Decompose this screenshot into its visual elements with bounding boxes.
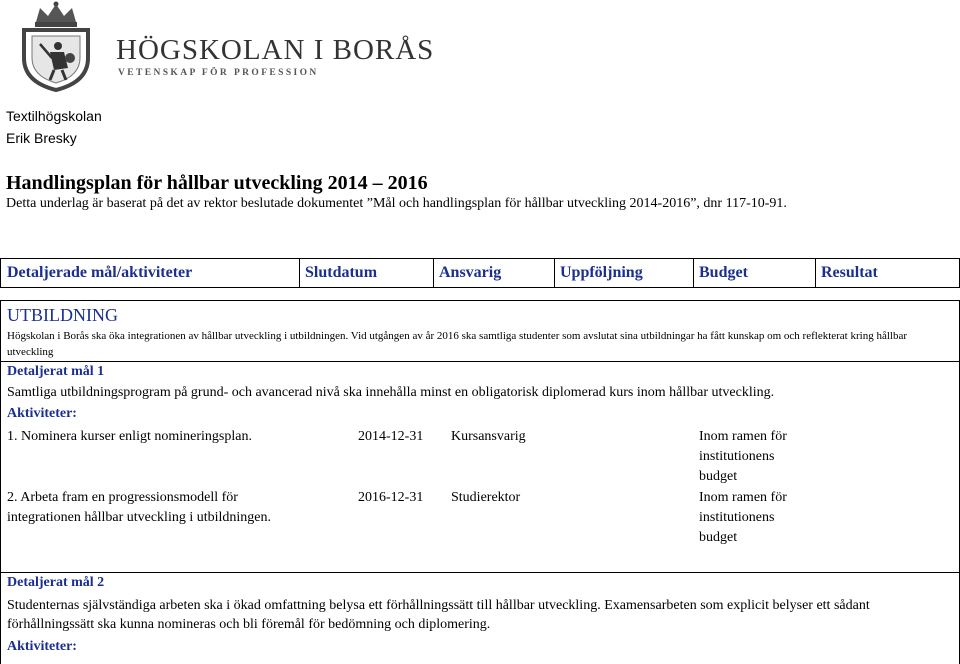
department-name: Textilhögskolan (6, 108, 102, 124)
university-logo (6, 0, 435, 92)
activity-2-budget: Inom ramen för institutionens budget (699, 490, 787, 545)
activity-1-date: 2014-12-31 (358, 429, 424, 444)
col-header-budget: Budget (699, 264, 748, 281)
author-name: Erik Bresky (6, 130, 77, 146)
activity-2-responsible: Studierektor (451, 490, 521, 505)
col-divider (693, 259, 694, 287)
col-header-follow-up: Uppföljning (560, 264, 643, 281)
col-header-end-date: Slutdatum (305, 264, 378, 281)
logo-tagline: VETENSKAP FÖR PROFESSION (118, 68, 319, 78)
row-divider (1, 361, 959, 362)
goal-1-label: Detaljerat mål 1 (7, 364, 105, 379)
col-header-responsible: Ansvarig (439, 264, 502, 281)
activity-2-text: 2. Arbeta fram en progressionsmodell för integrationen hållbar utveckling i utbildningen. (7, 490, 271, 525)
activity-2-date: 2016-12-31 (358, 490, 424, 505)
section-goal: Högskolan i Borås ska öka integrationen av hållbar utveckling i utbildningen. Vid utgången av år 2016 ska samtliga studenter som avslutat sina utbildningar ha fått kunskap om och reflekterat kring hållbar utveckling (7, 330, 908, 358)
activity-1-responsible: Kursansvarig (451, 429, 526, 444)
col-divider (299, 259, 300, 287)
goal-2-label: Detaljerat mål 2 (7, 575, 105, 590)
col-header-result: Resultat (821, 264, 878, 281)
logo-name: HÖGSKOLAN I BORÅS (116, 34, 435, 66)
section-title: UTBILDNING (7, 305, 118, 325)
col-header-goals: Detaljerade mål/aktiviteter (7, 264, 193, 281)
goal-1-activities-label: Aktiviteter: (7, 406, 77, 421)
crown-shield-emblem-icon (6, 0, 106, 92)
document-intro: Detta underlag är baserat på det av rektor beslutade dokumentet ”Mål och handlingsplan för hållbar utveckling 2014-2016”, dnr 117-10-91. (6, 196, 787, 211)
goal-2-activities-label: Aktiviteter: (7, 639, 77, 654)
activity-1-text: 1. Nominera kurser enligt nomineringsplan. (7, 429, 252, 444)
row-divider (1, 572, 959, 573)
document-title: Handlingsplan för hållbar utveckling 2014 – 2016 (6, 172, 428, 194)
activity-1-budget: Inom ramen för institutionens budget (699, 429, 787, 484)
goal-2-text: Studenternas självständiga arbeten ska i ökad omfattning belysa ett förhållningssätt till hållbar utveckling. Examensarbeten som explicit belyser ett sådant förhållningssätt ska kunna nomineras och bli föremål för bedömning och diplomering. (7, 598, 870, 632)
col-divider (554, 259, 555, 287)
goal-1-text: Samtliga utbildningsprogram på grund- och avancerad nivå ska innehålla minst en obligatorisk diplomerad kurs inom hållbar utveckling. (7, 385, 775, 400)
education-section (0, 300, 960, 664)
col-divider (433, 259, 434, 287)
col-divider (815, 259, 816, 287)
table-header (0, 258, 960, 288)
